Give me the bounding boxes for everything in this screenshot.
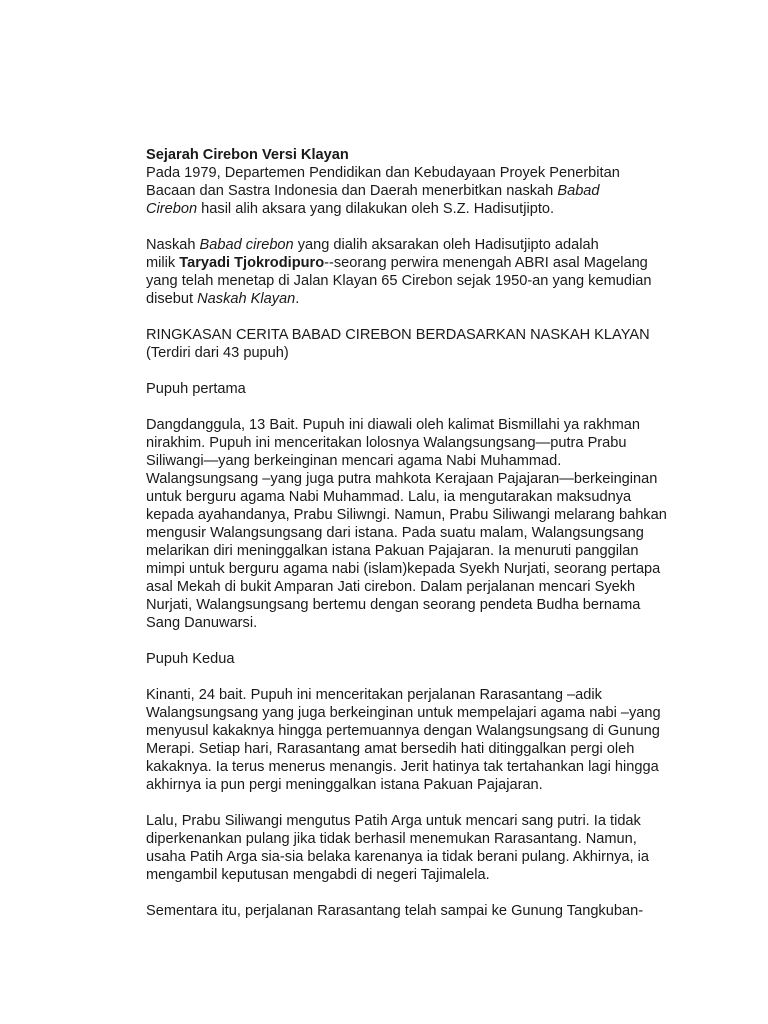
- italic-text: Cirebon: [146, 201, 198, 217]
- text-line: Kinanti, 24 bait. Pupuh ini menceritakan perjalanan Rarasantang –adik: [146, 687, 602, 703]
- text-line: nirakhim. Pupuh ini menceritakan lolosnya Walangsungsang—putra Prabu: [146, 435, 627, 451]
- text-line: diperkenankan pulang jika tidak berhasil menemukan Rarasantang. Namun,: [146, 831, 637, 847]
- section-heading: RINGKASAN CERITA BABAD CIREBON BERDASARKAN NASKAH KLAYAN: [146, 327, 650, 343]
- text-line: mengusir Walangsungsang dari istana. Pada suatu malam, Walangsungsang: [146, 525, 644, 541]
- text-line: Sementara itu, perjalanan Rarasantang telah sampai ke Gunung Tangkuban-: [146, 903, 644, 919]
- patih-arga-paragraph: [146, 812, 662, 884]
- pupuh-kedua-paragraph: [146, 686, 662, 794]
- text-line: Merapi. Setiap hari, Rarasantang amat bersedih hati ditinggalkan pergi oleh: [146, 741, 635, 757]
- text-line: Nurjati, Walangsungsang bertemu dengan seorang pendeta Budha bernama: [146, 597, 641, 613]
- text-line: untuk berguru agama Nabi Muhammad. Lalu, ia mengutarakan maksudnya: [146, 489, 632, 505]
- text-line: usaha Patih Arga sia-sia belaka karenanya ia tidak berani pulang. Akhirnya, ia: [146, 849, 649, 865]
- italic-text: Babad cirebon: [199, 237, 294, 253]
- intro-paragraph: [146, 146, 662, 218]
- section-subheading: (Terdiri dari 43 pupuh): [146, 345, 289, 361]
- text-line: yang telah menetap di Jalan Klayan 65 Cirebon sejak 1950-an yang kemudian: [146, 273, 652, 289]
- text-line: mengambil keputusan mengabdi di negeri Tajimalela.: [146, 867, 490, 883]
- text-line: mimpi untuk berguru agama nabi (islam)kepada Syekh Nurjati, seorang pertapa: [146, 561, 661, 577]
- text-line: melarikan diri meninggalkan istana Pakuan Pajajaran. Ia menuruti panggilan: [146, 543, 639, 559]
- text-line: Dangdanggula, 13 Bait. Pupuh ini diawali oleh kalimat Bismillahi ya rakhman: [146, 417, 641, 433]
- text-line: kepada ayahandanya, Prabu Siliwngi. Namun, Prabu Siliwangi melarang bahkan: [146, 507, 667, 523]
- text-line: Cirebon hasil alih aksara yang dilakukan oleh S.Z. Hadisutjipto.: [146, 201, 555, 217]
- text-line: Sang Danuwarsi.: [146, 615, 258, 631]
- pupuh-pertama-paragraph: [146, 416, 667, 632]
- text-line: Pada 1979, Departemen Pendidikan dan Kebudayaan Proyek Penerbitan: [146, 165, 620, 181]
- italic-text: Naskah Klayan: [197, 291, 296, 307]
- bold-name: Taryadi Tjokrodipuro: [179, 255, 325, 271]
- text-line: milik Taryadi Tjokrodipuro--seorang perwira menengah ABRI asal Magelang: [146, 255, 648, 271]
- text-line: Siliwangi—yang berkeinginan mencari agama Nabi Muhammad.: [146, 453, 562, 469]
- pupuh-heading: [146, 380, 662, 398]
- text-line: menyusul kakaknya hingga pertemuannya dengan Walangsungsang di Gunung: [146, 723, 660, 739]
- sementara-paragraph: [146, 902, 662, 920]
- text-line: asal Mekah di bukit Amparan Jati cirebon. Dalam perjalanan mencari Syekh: [146, 579, 636, 595]
- text-line: kakaknya. Ia terus menerus menangis. Jerit hatinya tak tertahankan lagi hingga: [146, 759, 659, 775]
- italic-text: Babad: [557, 183, 600, 199]
- pupuh-heading: [146, 650, 662, 668]
- naskah-paragraph: [146, 236, 662, 308]
- text-line: Lalu, Prabu Siliwangi mengutus Patih Arga untuk mencari sang putri. Ia tidak: [146, 813, 641, 829]
- document-page: [146, 146, 667, 938]
- summary-heading-paragraph: [146, 326, 662, 362]
- text-line: akhirnya ia pun pergi meninggalkan istana Pakuan Pajajaran.: [146, 777, 543, 793]
- pupuh-title: Pupuh Kedua: [146, 651, 235, 667]
- text-line: Bacaan dan Sastra Indonesia dan Daerah menerbitkan naskah Babad: [146, 183, 600, 199]
- text-line: disebut Naskah Klayan.: [146, 291, 300, 307]
- text-line: Walangsungsang –yang juga putra mahkota Kerajaan Pajajaran—berkeinginan: [146, 471, 658, 487]
- document-title: Sejarah Cirebon Versi Klayan: [146, 147, 349, 163]
- text-line: Naskah Babad cirebon yang dialih aksarakan oleh Hadisutjipto adalah: [146, 237, 599, 253]
- text-line: Walangsungsang yang juga berkeinginan untuk mempelajari agama nabi –yang: [146, 705, 661, 721]
- pupuh-title: Pupuh pertama: [146, 381, 246, 397]
